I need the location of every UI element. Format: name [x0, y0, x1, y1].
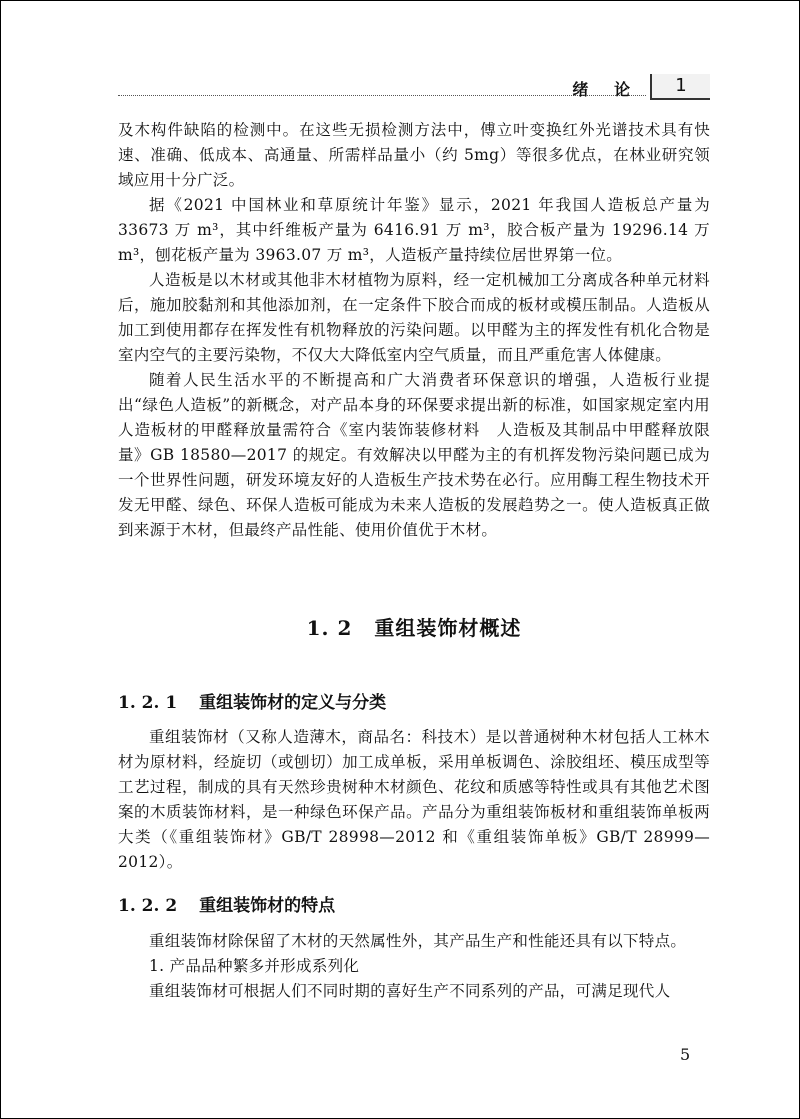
subsection-number: 1. 2. 1 [118, 693, 178, 713]
subsection-title: 重组装饰材的特点 [199, 896, 336, 916]
paragraph: 随着人民生活水平的不断提高和广大消费者环保意识的增强，人造板行业提出“绿色人造板”的新概念，对产品本身的环保要求提出新的标准，如国家规定室内用人造板材的甲醛释放量需符合《室内装饰装修材料 人造板及其制品中甲醛释放限量》GB 18580—2017 的规定。有效解决以甲醛为主的有机挥发物污染问题已成为一个世界性问题，研发环境友好的人造板生产技术势在必行。应用酶工程生物技术开发无甲醛、绿色、环保人造板可能成为未来人造板的发展趋势之一。使人造板真正做到来源于木材，但最终产品性能、使用价值优于木材。 [118, 371, 710, 539]
section-title: 重组装饰材概述 [374, 616, 522, 640]
subsection-number: 1. 2. 2 [118, 896, 178, 916]
paragraph: 及木构件缺陷的检测中。在这些无损检测方法中，傅立叶变换红外光谱技术具有快速、准确、低成本、高通量、所需样品量小（约 5mg）等很多优点，在林业研究领域应用十分广泛。 [118, 121, 710, 189]
subsection-title: 重组装饰材的定义与分类 [199, 693, 387, 713]
chapter-title: 绪 论 [572, 80, 640, 99]
body-text-1-2-2 [118, 929, 710, 1004]
paragraph: 重组装饰材除保留了木材的天然属性外，其产品生产和性能还具有以下特点。 [149, 932, 687, 950]
paragraph: 人造板是以木材或其他非木材植物为原料，经一定机械加工分离成各种单元材料后，施加胶黏剂和其他添加剂，在一定条件下胶合而成的板材或模压制品。人造板从加工到使用都存在挥发性有机物释放的污染问题。以甲醛为主的挥发性有机化合物是室内空气的主要污染物，不仅大大降低室内空气质量，而且严重危害人体健康。 [118, 271, 710, 364]
body-text-1-2-1 [118, 725, 710, 875]
body-text-top [118, 118, 710, 543]
paragraph: 重组装饰材可根据人们不同时期的喜好生产不同系列的产品，可满足现代人 [149, 982, 671, 1000]
subsection-heading [118, 891, 335, 916]
running-header [118, 76, 710, 98]
page-number: 5 [680, 1045, 691, 1064]
subsection-heading [118, 688, 386, 713]
section-heading [118, 612, 710, 641]
chapter-number-tab: 1 [650, 74, 710, 100]
header-dotted-rule [118, 95, 646, 96]
paragraph: 据《2021 中国林业和草原统计年鉴》显示，2021 年我国人造板总产量为 33673 万 m³，其中纤维板产量为 6416.91 万 m³，胶合板产量为 19296.14 万 m³，刨花板产量为 3963.07 万 m³，人造板产量持续位居世界第一位。 [118, 196, 710, 264]
list-item: 1. 产品品种繁多并形成系列化 [149, 957, 360, 975]
section-number: 1. 2 [306, 616, 353, 640]
paragraph: 重组装饰材（又称人造薄木，商品名：科技木）是以普通树种木材包括人工林木材为原材料，经旋切（或刨切）加工成单板，采用单板调色、涂胶组坯、模压成型等工艺过程，制成的具有天然珍贵树种木材颜色、花纹和质感等特性或具有其他艺术图案的木质装饰材料，是一种绿色环保产品。产品分为重组装饰板材和重组装饰单板两大类（《重组装饰材》GB/T 28998—2012 和《重组装饰单板》GB/T 28999—2012）。 [118, 728, 710, 871]
